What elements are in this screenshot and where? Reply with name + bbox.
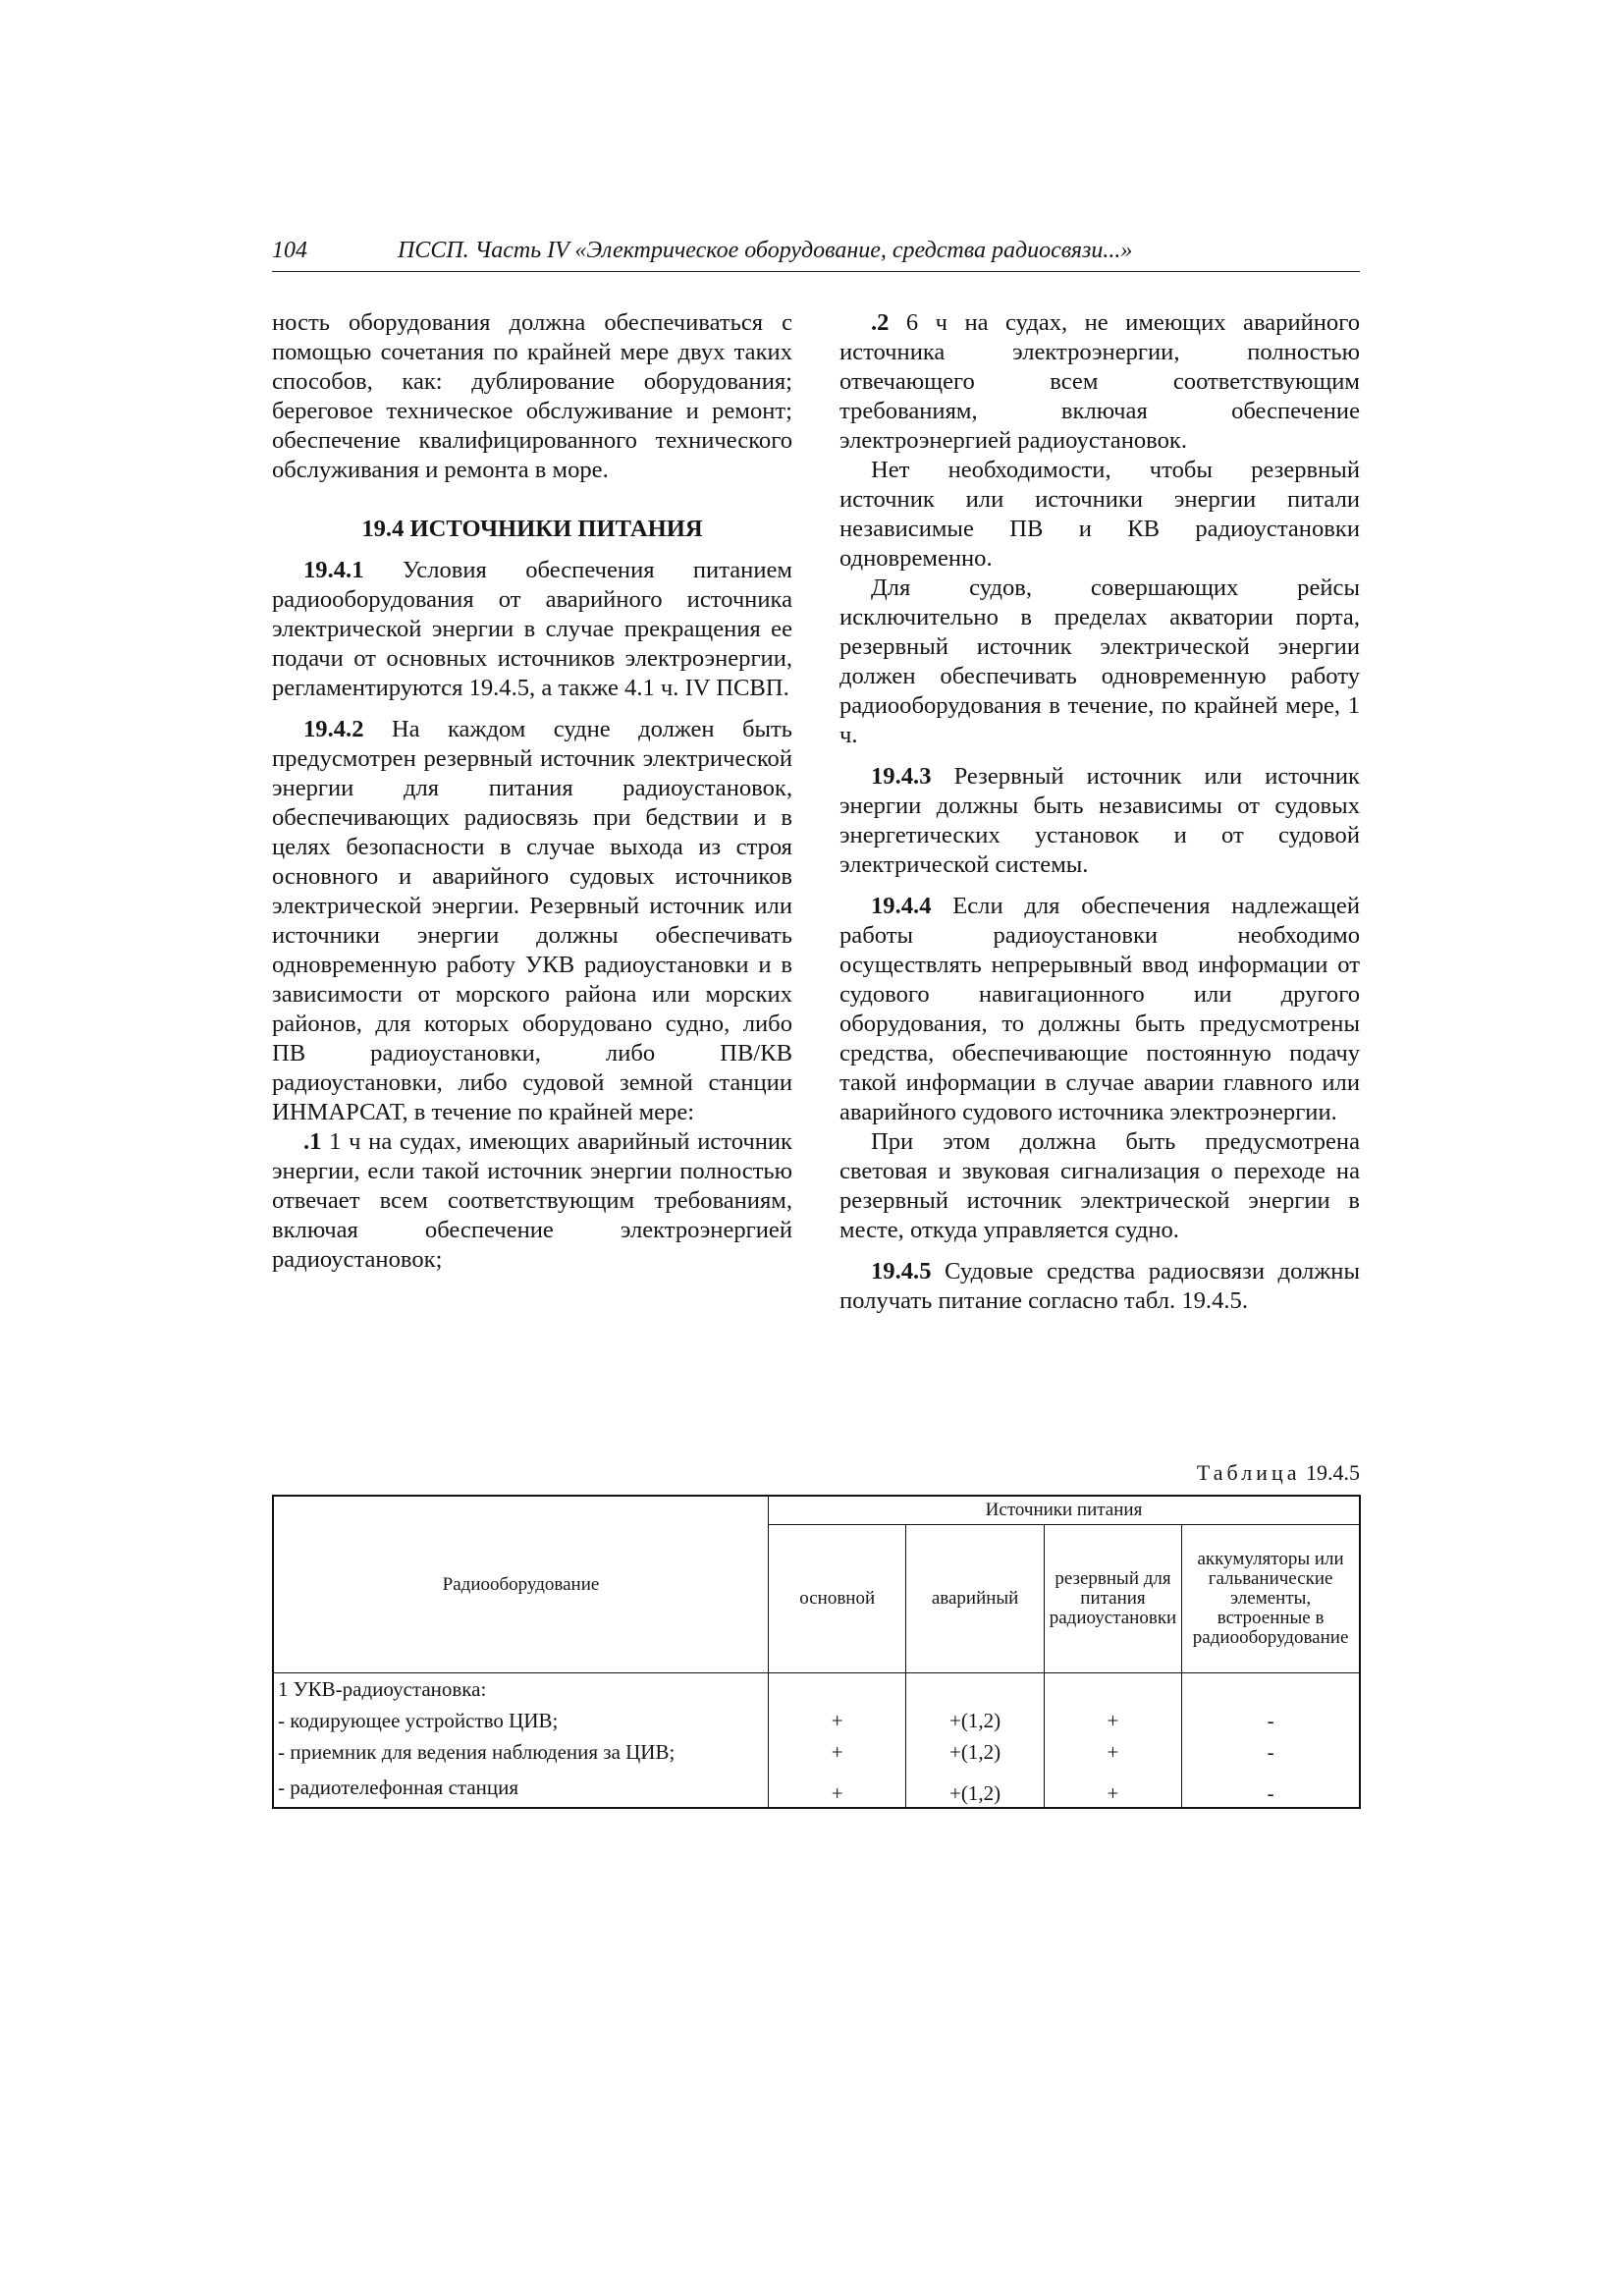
paragraph: Для судов, совершающих рейсы исключительно в пределах акватории порта, резервный источник электрической энергии должен обеспечивать одновременную работу радиооборудования в течение, по крайней мере, 1 ч. — [839, 574, 1360, 748]
running-title: ПССП. Часть IV «Электрическое оборудование, средства радиосвязи...» — [398, 238, 1133, 263]
header-batteries: аккумуляторы или гальванические элементы, встроенные в радиооборудование — [1182, 1525, 1360, 1673]
emergency-cell: +(1,2) — [906, 1772, 1044, 1808]
list-item-1 — [272, 1127, 792, 1275]
clause-text: На каждом судне должен быть предусмотрен резервный источник электрической энергии для питания радиоустановок, обеспечивающих радиосвязь при бедствии и в целях безопасности в случае выхода из строя основного и аварийного судовых источников электрической энергии. Резервный источник или источники энергии должны обеспечивать одновременную работу УКВ радиоустановки и в зависимости от морского района или морских районов, для которых оборудовано судно, либо ПВ радиоустановки, либо ПВ/КВ радиоустановки, либо судовой земной станции ИНМАРСАТ, в течение по крайней мере: — [272, 716, 792, 1125]
table-row — [273, 1705, 1360, 1736]
clause-number: 19.4.3 — [871, 763, 932, 790]
header-power-sources: Источники питания — [769, 1496, 1361, 1525]
item-text: 1 ч на судах, имеющих аварийный источник энергии, если такой источник энергии полностью отвечает всем соответствующим требованиям, включая обеспечение электроэнергией радиоустановок; — [272, 1128, 792, 1273]
page-header — [272, 236, 1360, 272]
paragraph-19-4-2 — [272, 715, 792, 1127]
page-number: 104 — [272, 238, 307, 263]
table-row — [273, 1736, 1360, 1772]
clause-number: 19.4.2 — [303, 716, 364, 742]
batteries-cell: - — [1182, 1772, 1360, 1808]
emergency-cell: +(1,2) — [906, 1736, 1044, 1772]
equipment-cell: - приемник для ведения наблюдения за ЦИВ; — [273, 1736, 769, 1772]
batteries-cell: - — [1182, 1705, 1360, 1736]
section-heading: 19.4 ИСТОЧНИКИ ПИТАНИЯ — [361, 516, 703, 542]
list-item-2 — [839, 308, 1360, 456]
item-number: .2 — [871, 309, 890, 336]
paragraph-19-4-4 — [839, 892, 1360, 1127]
item-number: .1 — [303, 1128, 322, 1155]
clause-text: Судовые средства радиосвязи должны получать питание согласно табл. 19.4.5. — [839, 1258, 1360, 1314]
table-caption-number: 19.4.5 — [1306, 1460, 1360, 1485]
paragraph-19-4-1 — [272, 556, 792, 703]
main-cell: + — [769, 1736, 906, 1772]
header-equipment: Радиооборудование — [273, 1496, 769, 1673]
header-reserve-source: резервный для питания радиоустановки — [1044, 1525, 1181, 1673]
group-label: 1 УКВ-радиоустановка: — [273, 1673, 769, 1706]
emergency-cell: +(1,2) — [906, 1705, 1044, 1736]
paragraph: При этом должна быть предусмотрена световая и звуковая сигнализация о переходе на резервный источник электрической энергии в месте, откуда управляется судно. — [839, 1128, 1360, 1243]
header-emergency-source: аварийный — [906, 1525, 1044, 1673]
reserve-cell: + — [1044, 1736, 1181, 1772]
batteries-cell: - — [1182, 1736, 1360, 1772]
right-column — [839, 308, 1360, 1316]
table-caption — [1031, 1459, 1360, 1487]
paragraph-19-4-5 — [839, 1257, 1360, 1316]
clause-text: Условия обеспечения питанием радиооборудования от аварийного источника электрической энергии в случае прекращения ее подачи от основных источников электроэнергии, регламентируются 19.4.5, а также 4.1 ч. IV ПСВП. — [272, 557, 792, 701]
main-cell: + — [769, 1772, 906, 1808]
paragraph-continued: ность оборудования должна обеспечиваться с помощью сочетания по крайней мере двух таких способов, как: дублирование оборудования; береговое техническое обслуживание и ремонт; обеспечение квалифицированного технического обслуживания и ремонта в море. — [272, 309, 792, 483]
reserve-cell: + — [1044, 1705, 1181, 1736]
clause-text: Если для обеспечения надлежащей работы радиоустановки необходимо осуществлять непрерывный ввод информации от судового навигационного или другого оборудования, то должны быть предусмотрены средства, обеспечивающие постоянную подачу такой информации в случае аварии главного или аварийного судового источника электроэнергии. — [839, 893, 1360, 1125]
paragraph: Нет необходимости, чтобы резервный источник или источники энергии питали независимые ПВ и КВ радиоустановки одновременно. — [839, 457, 1360, 572]
clause-number: 19.4.1 — [303, 557, 364, 583]
reserve-cell: + — [1044, 1772, 1181, 1808]
equipment-cell: - радиотелефонная станция — [273, 1772, 769, 1808]
main-cell: + — [769, 1705, 906, 1736]
clause-number: 19.4.5 — [871, 1258, 932, 1285]
power-sources-table — [272, 1495, 1361, 1809]
table-row — [273, 1772, 1360, 1808]
paragraph-19-4-3 — [839, 762, 1360, 880]
left-column — [272, 308, 792, 1275]
clause-number: 19.4.4 — [871, 893, 932, 919]
header-main-source: основной — [769, 1525, 906, 1673]
item-text: 6 ч на судах, не имеющих аварийного источника электроэнергии, полностью отвечающего всем соответствующим требованиям, включая обеспечение электроэнергией радиоустановок. — [839, 309, 1360, 454]
table-caption-word: Таблица — [1196, 1460, 1301, 1485]
table-group-row — [273, 1673, 1360, 1706]
clause-text: Резервный источник или источник энергии должны быть независимы от судовых энергетических установок и от судовой электрической системы. — [839, 763, 1360, 878]
equipment-cell: - кодирующее устройство ЦИВ; — [273, 1705, 769, 1736]
